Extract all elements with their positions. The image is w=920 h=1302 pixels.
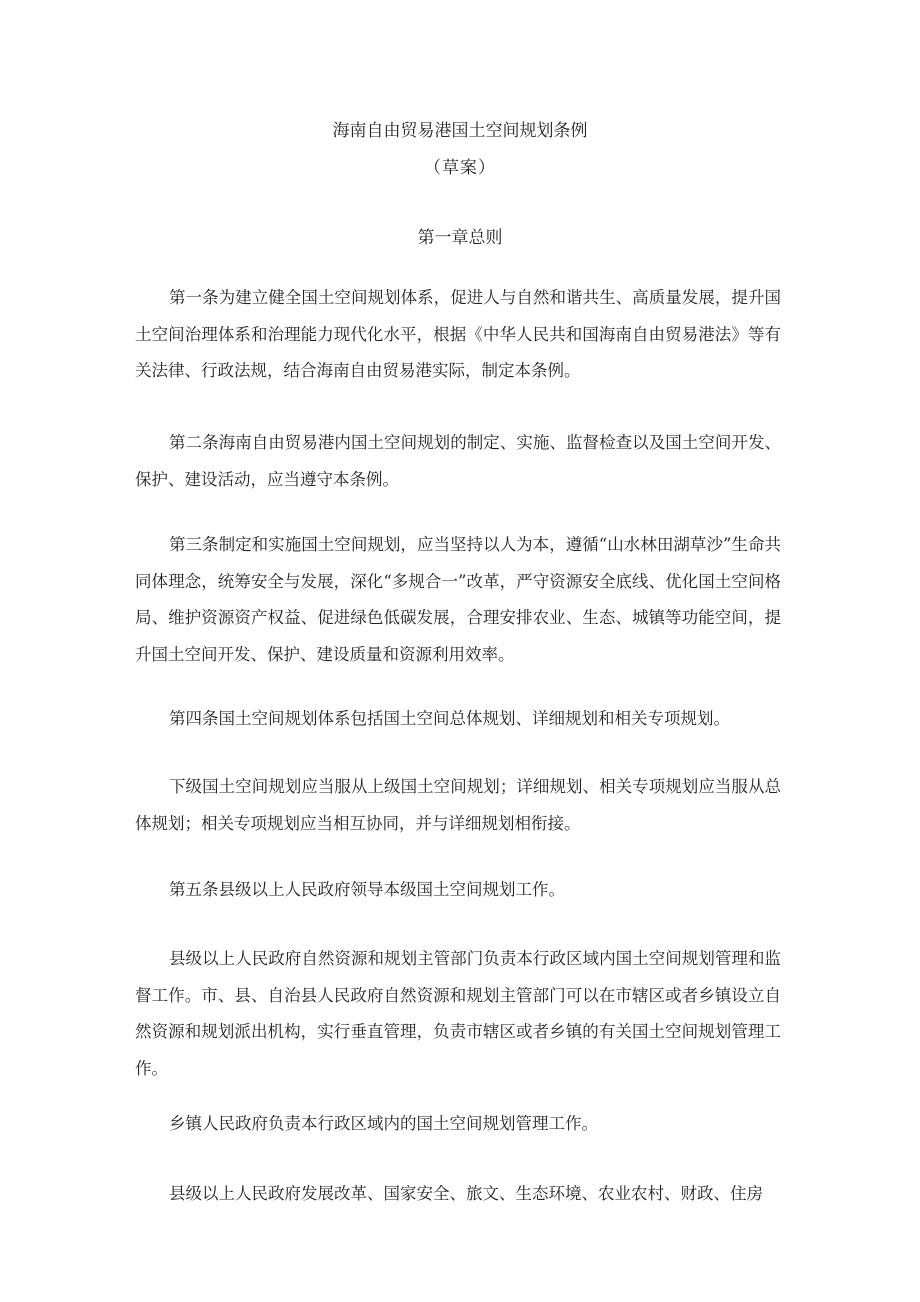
article-text: 海南自由贸易港内国土空间规划的制定、实施、监督检查以及国土空间开发、保护、建设活动，应当遵守本条例。	[135, 433, 781, 489]
article-number: 第二条	[169, 433, 219, 452]
article-2-paragraph	[135, 425, 781, 498]
article-number: 第五条	[169, 880, 219, 899]
paragraph-text: 乡镇人民政府负责本行政区域内的国土空间规划管理工作。	[169, 1114, 598, 1133]
township-paragraph	[135, 1106, 781, 1143]
article-4-clause-paragraph	[135, 769, 781, 842]
article-text: 国土空间规划体系包括国土空间总体规划、详细规划和相关专项规划。	[218, 709, 730, 728]
departments-paragraph	[135, 1176, 781, 1213]
article-number: 第四条	[169, 709, 219, 728]
article-text: 为建立健全国土空间规划体系，促进人与自然和谐共生、高质量发展，提升国土空间治理体系和治理能力现代化水平，根据《中华人民共和国海南自由贸易港法》等有关法律、行政法规，结合海南自由贸易港实际，制定本条例。	[135, 288, 781, 380]
article-text: 县级以上人民政府领导本级国土空间规划工作。	[218, 880, 565, 899]
article-3-paragraph	[135, 527, 781, 673]
paragraph-text: 县级以上人民政府发展改革、国家安全、旅文、生态环境、农业农村、财政、住房	[169, 1184, 763, 1203]
article-number: 第一条	[169, 288, 219, 307]
paragraph-text: 下级国土空间规划应当服从上级国土空间规划；详细规划、相关专项规划应当服从总体规划；相关专项规划应当相互协同，并与详细规划相衔接。	[135, 777, 781, 833]
article-text: 制定和实施国土空间规划，应当坚持以人为本，遵循“山水林田湖草沙”生命共同体理念，统筹安全与发展，深化“多规合一”改革，严守资源安全底线、优化国土空间格局、维护资源资产权益、促进绿色低碳发展，合理安排农业、生态、城镇等功能空间，提升国土空间开发、保护、建设质量和资源利用效率。	[135, 535, 781, 664]
document-subtitle: （草案）	[424, 158, 496, 178]
paragraph-text: 县级以上人民政府自然资源和规划主管部门负责本行政区域内国土空间规划管理和监督工作。市、县、自治县人民政府自然资源和规划主管部门可以在市辖区或者乡镇设立自然资源和规划派出机构，实行垂直管理，负责市辖区或者乡镇的有关国土空间规划管理工作。	[135, 949, 781, 1078]
article-1-paragraph	[135, 280, 781, 390]
article-5-paragraph	[135, 872, 781, 909]
article-5-clause-paragraph	[135, 941, 781, 1087]
article-4-paragraph	[135, 701, 781, 738]
article-number: 第三条	[169, 535, 219, 554]
document-title: 海南自由贸易港国土空间规划条例	[332, 121, 588, 141]
chapter-heading: 第一章总则	[417, 228, 503, 248]
